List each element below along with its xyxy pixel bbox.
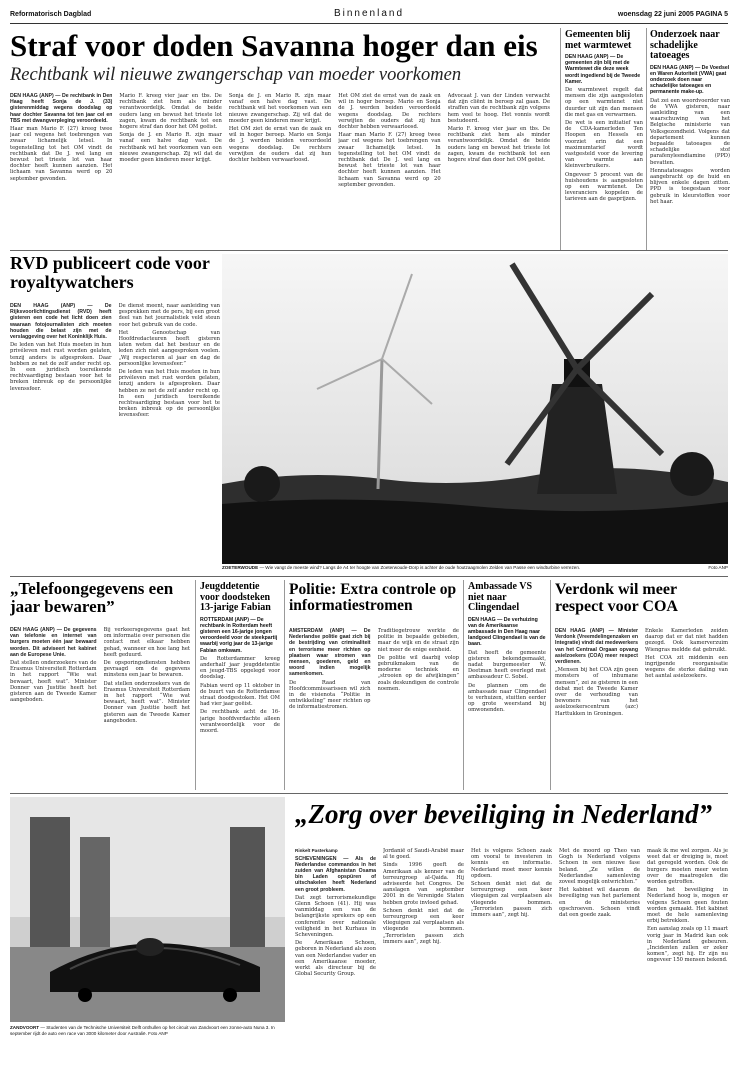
page-header (10, 8, 728, 24)
main-paragraph: Sonja de J. en Mario R. zijn maar vanaf een halve dag vast. De rechtbank wil het voorkomen van een nieuwe zwangerschap. Zij wil dat de moeder geen kinderen meer krijgt. (228, 93, 332, 124)
politie-article: AMSTERDAM (ANP) — De Nederlandse politie gaat zich bij de bestrijding van criminaliteit en terrorisme meer richten op plaatsen waar stromen van mensen, goederen, geld en woord indien mogelijk samenkomen. De Raad van Hoofdcommissarissen wil zich in de visienota “Politie in ontwikkeling” meer richten op de informatiestromen. Traditiegetrouw werkte de politie in bepaalde gebieden, maar de wijk en de straat zijn niet meer de enige eenheid. De politie wil daarbij volop gebruikmaken van de moderne techniek en „strooien op de afwijkingen” zoals deskundigen de controle noemen. (289, 628, 459, 711)
main-paragraph: Het OM ziet de ernst van de zaak en wil in hoger beroep. Mario en Sonja de J. werden beiden veroordeeld wegens doodslag. De rechters verwijten de ouders dat zij hun dochter hebben verwaarloosd. (228, 126, 332, 164)
jeugd-article: Jeugddetentie voor doodsteken 13-jarige Fabian ROTTERDAM (ANP) — De rechtbank in Rotterdam heeft gisteren een 16-jarige jongen veroordeeld voor de steekpartij waarbij vorig jaar de 13-jarige Fabian omkwam. De Rotterdammer kreeg anderhalf jaar jeugddetentie en jeugd-TBS opgelegd voor doodslag. Fabian werd op 11 oktober in de buurt van de Rotterdamse straat doodgestoken. Het OM had vier jaar geëist. De rechtbank acht de 16-jarige hoofdverdachte alleen verantwoordelijk voor de moord. (200, 582, 280, 734)
main-headline: Straf voor doden Savanna hoger dan eis (10, 30, 538, 63)
politie-headline: Politie: Extra controle op informatiestromen (289, 582, 457, 615)
side-title: Onderzoek naar schadelijke tatoeages (650, 30, 720, 61)
main-paragraph: Mario F. kreeg vier jaar en tbs. De rechtbank ziet hem als minder verantwoordelijk. Omdat de beide ouders lang en bewust het trieste lot zagen, kwam de rechtbank tot een hogere straf dan door het OM geëist. (119, 93, 222, 131)
solar-car-caption: ZANDVOORT — Studenten van de Technische Universiteit Delft onthullen op het circuit van Zandvoort een zonne-auto Nuna 3. In september rijdt de auto een race van 3000 kilometer door Australië. Foto ANP (10, 1025, 275, 1036)
zorg-article: Rinkelt Pasterkamp SCHEVENINGEN — Als de Nederlandse commandos in het zuiden van Afghanistan Osama bin Laden opspüren of uitschakelen heeft Nederland een groot probleem. Dat zegt terrorismekundige Glenn Schoen (41). Hij was vanmiddag een van de belangrijkste sprekers op een conferentie over nationale veiligheid in het Kurhaus in Scheveningen. De Amerikaan Schoen, geboren in Nederland als zoon van een Nederlandse vader en een Amerikaanse moeder, werkt als directeur bij de Global Security Group. Jordanië of Saudi-Arabië maar al te goed. Sinds 1996 geeft de Amerikaan als kenner van de terreurgroep al-Qaida. Hij adviseerde het Congres. De aanslagen van september 2001 in de Verenigde Staten hebben grote invloed gehad. Schoen denkt niet dat de terreurgroep een keer vlieguigen zal verplaatsen als vliegende bommen. „Terroristen passen zich immers aan”, zegt hij. Het is volgens Schoen zaak om vooral te investeren in kennis en informatie. Nederland moet meer kennis opdoen. Schoen denkt niet dat de terreurgroep een keer vlieguigen zal verplaatsen als vliegende bommen. „Terroristen passen zich immers aan”, zegt hij. Met de moord op Theo van Gogh is Nederland volgens Schoen in een nieuwe fase beland. „Ze willen de Nederlandse samenleving zoveel mogelijk ontwrichten.” Het kabinet wil daarom de beveiliging van het parlement en de ministeries opschroeven. Schoen vindt dat een goede zaak. maak ik me wel zorgen. Als je weet dat er dreiging is, moet dat geregeld worden. Ook de burgers moeten meer weten over de maatregelen die worden getroffen. Ben het beveiliging in Nederland hoog is, mogen er volgens Schoen geen fouten worden gemaakt. Het kabinet moet de hele samenleving erbij betrekken. Een aanslag zoals op 11 maart vorig jaar in Madrid kan ook in Nederland gebeuren. „Incidenten zullen er zeker komen”, zegt hij. Er zijn nu ongeveer 150 mensen bekend. (295, 848, 728, 978)
main-paragraph: Het OM ziet de ernst van de zaak en wil in hoger beroep. Mario en Sonja de J. werden beiden veroordeeld wegens doodslag. De rechters verwijten de ouders dat zij hun dochter hebben verwaarloosd. (338, 93, 441, 131)
coa-headline: Verdonk wil meer respect voor COA (555, 582, 678, 615)
byline: Rinkelt Pasterkamp (295, 848, 338, 853)
section-name: Binnenland (333, 8, 405, 19)
solar-car-photo (10, 797, 285, 1022)
windmill-image (222, 254, 728, 564)
newspaper-name: Reformatorisch Dagblad (10, 11, 92, 18)
photo-credit: Foto ANP (148, 1030, 168, 1036)
windmill-caption: ZOETERWOUDE — Wie vangt de meeste wind? Langs de A4 ter hoogte van Zoeterwoude-Dorp is achter de oude houtzaagmolen Zelden van Passe een windturbine verrezen. Foto ANP (222, 565, 728, 570)
rvd-headline: RVD publiceert code voor royaltywatchers (10, 254, 210, 292)
main-paragraph: Sonja de J. en Mario R. zijn maar vanaf een halve dag vast. De rechtbank wil het voorkomen van een nieuwe zwangerschap. Zij wil dat de moeder geen kinderen meer krijgt. (119, 132, 222, 164)
main-lead: DEN HAAG (ANP) — De rechtbank in Den Haag heeft Sonja de J. (33) gisterenmiddag wegens doodslag op haar dochter Savanna tot ten jaar cel en TBS met dwangverpleging veroordeeld. (10, 93, 113, 124)
main-paragraph: Advocaat J. van der Linden verwacht dat zijn cliënt in beroep zal gaan. De straffen van de rechtbank zijn volgens hem veel te hoog. Het vonnis wordt bestudeerd. (447, 93, 550, 124)
main-paragraph: Haar man Mario F. (27) kreeg twee jaar cel wegens het toebrengen van zwaar lichamelijk letsel. In tegenstelling tot het OM vindt de rechtbank dat De J. wel lang en bewust het trieste lot van haar dochter heeft kunnen aanzien. Het lichaam van Savanna werd op 20 september gevonden. (10, 126, 113, 182)
page-date: woensdag 22 juni 2005 PAGINA 5 (617, 11, 728, 18)
main-paragraph: Haar man Mario F. (27) kreeg twee jaar cel wegens het toebrengen van zwaar lichamelijk letsel. In tegenstelling tot het OM vindt de rechtbank dat De J. wel lang en bewust het trieste lot van haar dochter heeft kunnen aanzien. Het lichaam van Savanna werd op 20 september gevonden. (338, 132, 441, 188)
jeugd-headline: Jeugddetentie voor doodsteken 13-jarige Fabian (200, 582, 271, 613)
main-article (10, 93, 550, 243)
side-title: Gemeenten blij met warmtewet (565, 30, 632, 51)
side-article-warmtewet: Gemeenten blij met warmtewet DEN HAAG (ANP) — De gemeenten zijn blij met de Warmtewet die deze week wordt ingediend bij de Tweede Kamer. De warmtewet regelt dat mensen die zijn aangesloten op een warmtenet niet duurder uit zijn dan mensen die met gas en verwarmen. De wet is een initiatief van de CDA-kamerleden Ten Hoopen en Hessels en voorziet erin dat een maximumtarief wordt vastgesteld voor de levering van warmte aan kleinverbruikers. Ongeveer 5 procent van de huishoudens is aangesloten op een warmtenet. De leveranciers koppelen de tarieven aan de gasprijzen. (565, 30, 643, 203)
main-paragraph: Mario F. kreeg vier jaar en tbs. De rechtbank ziet hem als minder verantwoordelijk. Omdat de beide ouders lang en bewust het trieste lot zagen, kwam de rechtbank tot een hogere straf dan door het OM geëist. (447, 126, 550, 164)
windmill-photo (222, 254, 728, 564)
rvd-article: DEN HAAG (ANP) — De Rijksvoorlichtingsdienst (RVD) heeft gisteren een code het licht doen zien waaraan fotojournalisten zich moeten houden die belast zijn met de verslaggeving over het Koninklijk Huis. De leden van het Huis moeten in hun privéleven met rust worden gelaten, tenzij anders is afgesproken. Daar hebben ze net de zelf ander recht op. In een juridisch toereikende rechtvaardiging bestaan voor het te breken inbreuk op de persoonlijke levenssfeer. De dienst meent, naar aanleiding van gesprekken met de pers, bij een groot deel van het journalistiek veld steun voor het gebruik van de code. Het Genootschap van Hoofdredacteuren heeft gisteren laten weten dat het bestuur en de leden zich niet aangesproken voelen. „Wij respecteren al jaar en dag de persoonlijke levenssfeer.” De leden van het Huis moeten in hun privéleven met rust worden gelaten, tenzij anders is afgesproken. Daar hebben ze net de zelf ander recht op. In een juridisch toereikende rechtvaardiging bestaan voor het te breken inbreuk op de persoonlijke levenssfeer. (10, 303, 220, 419)
zorg-headline: „Zorg over beveiliging in Nederland” (295, 800, 712, 829)
photo-credit: Foto ANP (708, 565, 728, 570)
ambassade-headline: Ambassade VS niet naar Clingendael (468, 582, 532, 613)
telefoon-article: DEN HAAG (ANP) — De gegevens van telefonie en internet van burgers moeten één jaar bewaard worden. Dit adviseert het kabinet aan de Europese Unie. Dat stellen onderzoekers van de Erasmus Universiteit Rotterdam in het rapport “Wie wat bewaart, heeft wat”. Minister Donner van Justitie heeft het gisteren aan de Tweede Kamer aangeboden. Bij verkeersgegevens gaat het om informatie over personen die contact met elkaar hebben gehad, wanneer en hoe lang het heeft geduurd. De opsporingsdiensten hebben gevraagd om de gegevens minstens een jaar te bewaren. Dat stellen onderzoekers van de Erasmus Universiteit Rotterdam in het rapport “Wie wat bewaart, heeft wat”. Minister Donner van Justitie heeft het gisteren aan de Tweede Kamer aangeboden. (10, 627, 190, 724)
telefoon-headline: „Telefoongegevens een jaar bewaren” (10, 580, 174, 616)
coa-article: DEN HAAG (ANP) — Minister Verdonk (Vreemdelingenzaken en Integratie) vindt dat medewerkers van het Centraal Orgaan opvang asielzoekers (COA) meer respect verdienen. „Mensen bij het COA zijn geen monsters of inhumane mensen”, zei ze gisteren in een debat met de Tweede Kamer over de verhouding van bewoners van het asielzoekerscentrum (azc) Harttukken in Groningen. Enkele Kamerleden zeiden daarop dat er dat niet hadden gezegd. Ook kamerverzuim Wiengras meldde dat gebruikt. Het COA zit middenin een ingrijpende reorganisatie wegens de sterke daling van het aantal asielzoekers. (555, 628, 728, 717)
side-article-tatoeages: Onderzoek naar schadelijke tatoeages DEN HAAG (ANP) — De Voedsel en Waren Autoriteit (VWA) gaat onderzoek doen naar schadelijke tatoeages en permanente make-up. Dat zei een woordvoerder van de VWA gisteren, naar aanleiding van een waarschuwing van het Belgische ministerie van Volksgezondheid. Volgens dat departement kunnen bepaalde tatoeages de schadelijke stof parafenyleendiamine (PPD) bevatten. Hennatatoeages worden aangebracht op de huid en blijven enkele dagen zitten. PPD is toegestaan voor gebruik in kleurstoffen voor het haar. (650, 30, 730, 205)
ambassade-article: Ambassade VS niet naar Clingendael DEN HAAG — De verhuizing van de Amerikaanse ambassade in Den Haag naar landgoed Clingendael is van de baan. Dat heeft de gemeente gisteren bekendgemaakt, nadat burgemeester W. Deetman heeft overlegd met ambassadeur C. Sobel. De plannen om de ambassade naar Clingendael te verhuizen, stuitten eerder op grote weerstand bij omwonenden. (468, 582, 546, 714)
main-subtitle: Rechtbank wil nieuwe zwangerschap van moeder voorkomen (10, 65, 462, 85)
solar-car-image (10, 797, 285, 1022)
